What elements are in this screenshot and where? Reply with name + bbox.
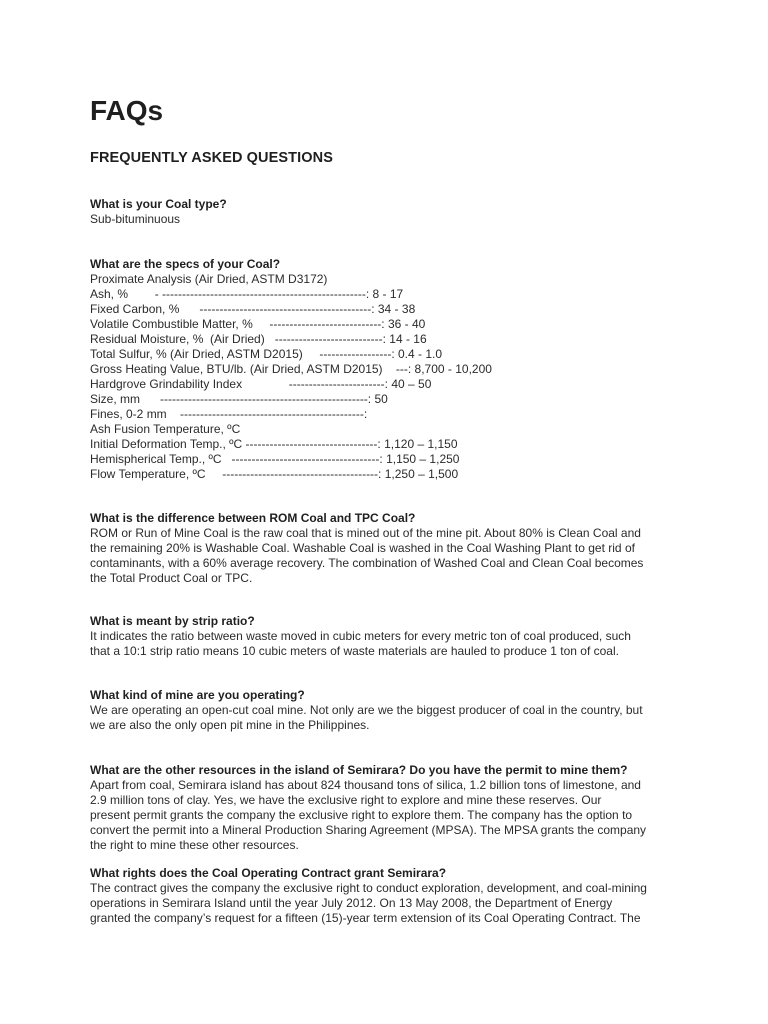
faq-question: What kind of mine are you operating? (90, 688, 305, 702)
faq-operating-contract (90, 866, 690, 926)
spec-line: Size, mm ----------------------------------------------------: 50 (90, 392, 388, 406)
spec-line: Ash, % - ---------------------------------------------------: 8 - 17 (90, 287, 404, 301)
spec-line: Gross Heating Value, BTU/lb. (Air Dried, ASTM D2015) ---: 8,700 - 10,200 (90, 362, 492, 376)
spec-line: Flow Temperature, ºC ---------------------------------------: 1,250 – 1,500 (90, 467, 459, 481)
faq-question: What are the specs of your Coal? (90, 257, 281, 271)
faq-mine-kind (90, 688, 690, 733)
faq-rom-vs-tpc (90, 511, 690, 586)
faq-answer: It indicates the ratio between waste moved in cubic meters for every metric ton of coal produced, such that a 10:1 strip ratio means 10 cubic meters of waste materials are hauled to produce 1 ton of coal. (90, 629, 631, 658)
spec-line: Ash Fusion Temperature, ºC (90, 422, 241, 436)
faq-answer: We are operating an open-cut coal mine. Not only are we the biggest producer of coal in the country, but we are also the only open pit mine in the Philippines. (90, 703, 643, 732)
faq-question: What is your Coal type? (90, 197, 227, 211)
faq-question: What is the difference between ROM Coal and TPC Coal? (90, 511, 416, 525)
faq-answer: Sub-bituminuous (90, 212, 181, 226)
faq-strip-ratio (90, 614, 690, 659)
spec-line: Residual Moisture, % (Air Dried) ---------------------------: 14 - 16 (90, 332, 427, 346)
spec-line: Volatile Combustible Matter, % ----------------------------: 36 - 40 (90, 317, 426, 331)
faq-coal-type (90, 197, 690, 227)
faq-answer: Apart from coal, Semirara island has about 824 thousand tons of silica, 1.2 billion tons of limestone, and 2.9 million tons of clay. Yes, we have the exclusive right to explore and mine these reserves. Our present permit grants the company the exclusive right to explore them. The company has the option to convert the permit into a Mineral Production Sharing Agreement (MPSA). The MPSA grants the company the right to mine these other resources. (90, 778, 647, 852)
spec-line: Hardgrove Grindability Index ------------------------: 40 – 50 (90, 377, 432, 391)
faq-question: What is meant by strip ratio? (90, 614, 255, 628)
spec-line: Hemispherical Temp., ºC -------------------------------------: 1,150 – 1,250 (90, 452, 460, 466)
faq-question: What rights does the Coal Operating Contract grant Semirara? (90, 866, 447, 880)
spec-line: Total Sulfur, % (Air Dried, ASTM D2015) ------------------: 0.4 - 1.0 (90, 347, 443, 361)
faq-answer: ROM or Run of Mine Coal is the raw coal that is mined out of the mine pit. About 80% is Clean Coal and the remaining 20% is Washable Coal. Washable Coal is washed in the Coal Washing Plant to get rid of contaminants, with a 60% average recovery. The combination of Washed Coal and Clean Coal becomes the Total Product Coal or TPC. (90, 526, 644, 585)
page-title: FAQs (90, 95, 164, 126)
faq-other-resources (90, 763, 690, 853)
spec-line: Fines, 0-2 mm ----------------------------------------------: (90, 407, 368, 421)
spec-line: Proximate Analysis (Air Dried, ASTM D3172) (90, 272, 328, 286)
faq-question: What are the other resources in the island of Semirara? Do you have the permit to mine them? (90, 763, 628, 777)
spec-line: Initial Deformation Temp., ºC ---------------------------------: 1,120 – 1,150 (90, 437, 458, 451)
spec-line: Fixed Carbon, % -------------------------------------------: 34 - 38 (90, 302, 416, 316)
faq-answer: The contract gives the company the exclusive right to conduct exploration, development, and coal-mining operations in Semirara Island until the year July 2012. On 13 May 2008, the Department of Energy granted the company’s request for a fifteen (15)-year term extension of its Coal Operating Contract. The (90, 881, 647, 925)
page-subtitle: FREQUENTLY ASKED QUESTIONS (90, 150, 333, 166)
faq-coal-specs (90, 257, 690, 482)
